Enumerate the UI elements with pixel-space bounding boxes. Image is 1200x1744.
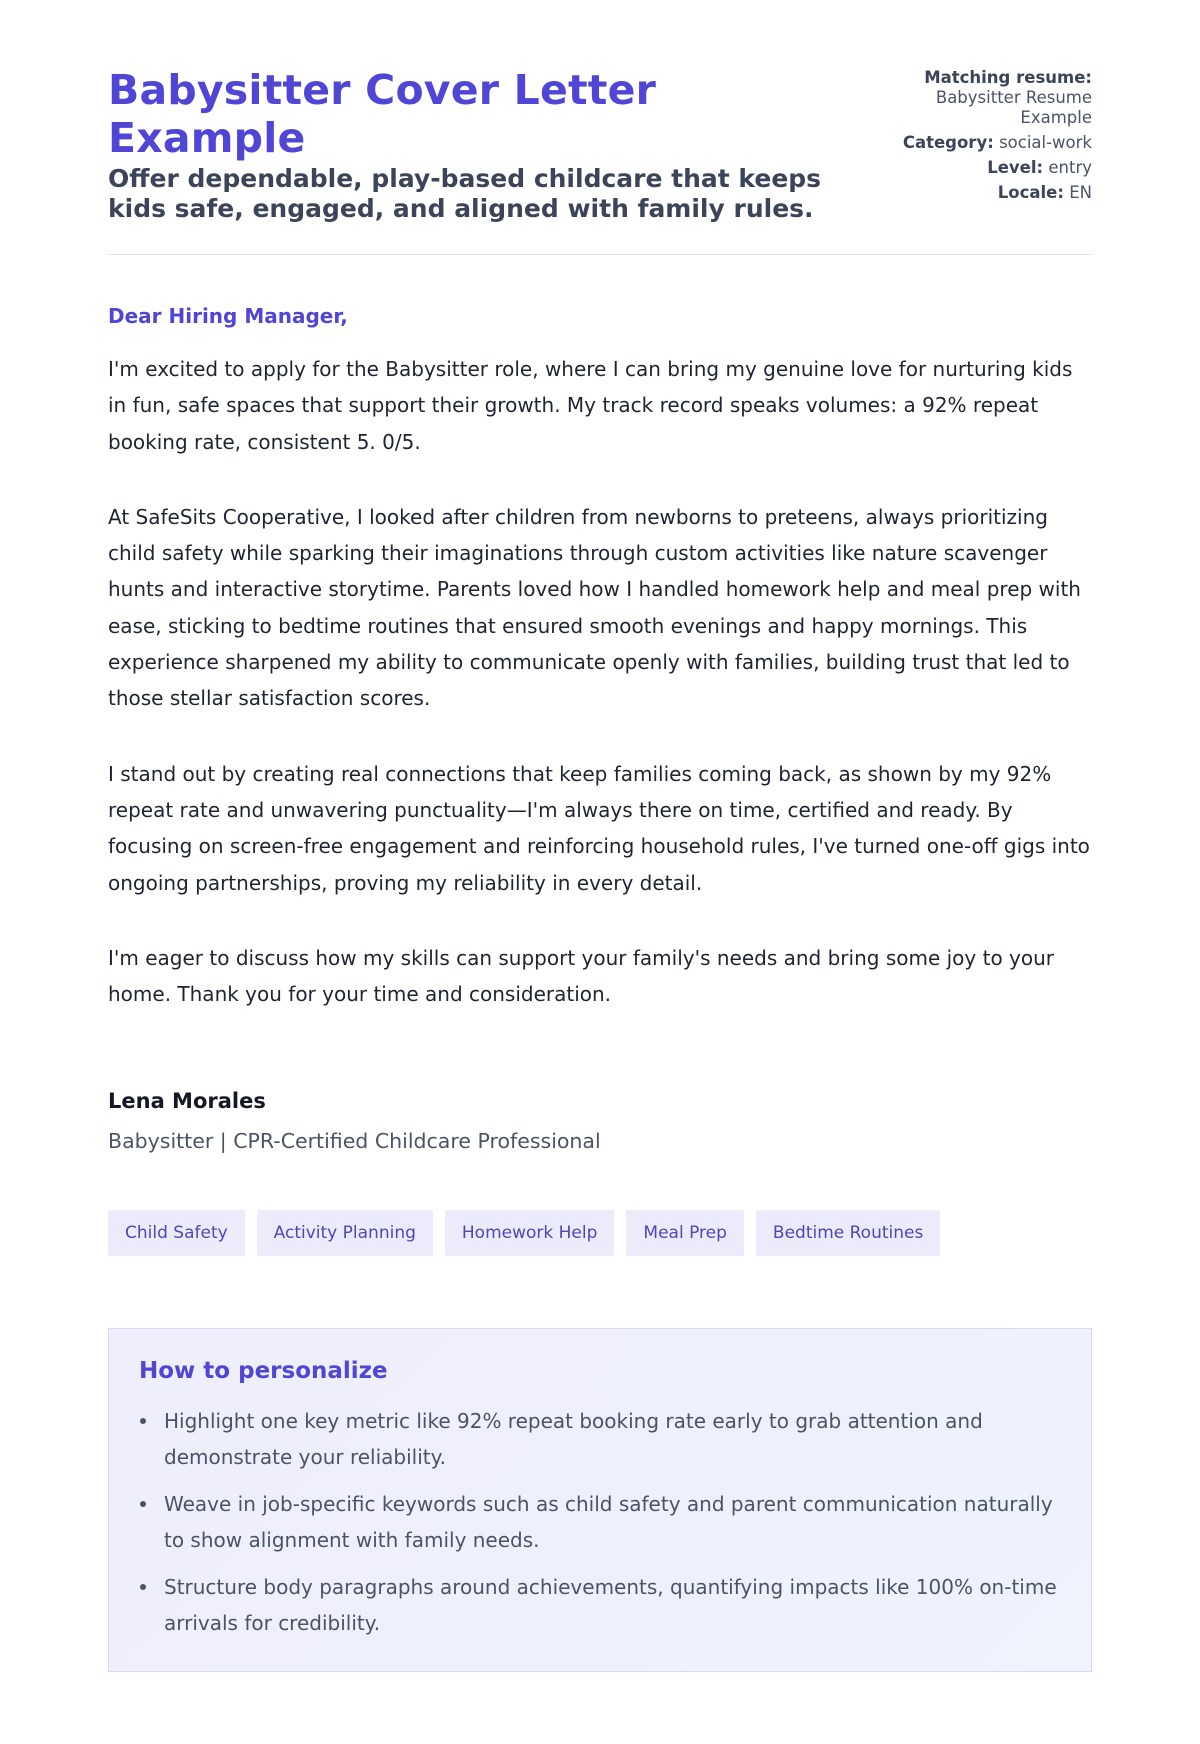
meta-info <box>882 66 1092 203</box>
matching-resume-label: Matching resume: <box>924 68 1092 87</box>
category-row <box>882 133 1092 153</box>
header-divider <box>108 254 1092 255</box>
skill-tag: Activity Planning <box>257 1210 433 1256</box>
tip-text: Highlight one key metric like 92% repeat booking rate early to grab attention and demonstrate your reliability. <box>164 1409 983 1470</box>
signer-name: Lena Morales <box>108 1089 266 1114</box>
tip-text: Weave in job-specific keywords such as child safety and parent communication naturally to show alignment with family needs. <box>164 1492 1053 1553</box>
letter-paragraph-4: I'm eager to discuss how my skills can support your family's needs and bring some joy to your home. Thank you for your time and consideration. <box>108 945 1055 1007</box>
locale-label: Locale: <box>997 183 1064 202</box>
level-row <box>882 158 1092 178</box>
matching-resume-link[interactable]: Babysitter Resume Example <box>935 88 1092 127</box>
page-title: Babysitter Cover Letter Example <box>108 66 656 162</box>
skill-tag: Child Safety <box>108 1210 245 1256</box>
category-value: social-work <box>999 133 1092 152</box>
tip-item <box>164 1486 1061 1558</box>
personalize-tips-box <box>108 1328 1092 1672</box>
category-label: Category: <box>902 133 994 152</box>
skill-tag: Meal Prep <box>626 1210 744 1256</box>
signer-title: Babysitter | CPR-Certified Childcare Professional <box>108 1129 601 1154</box>
letter-paragraph-1: I'm excited to apply for the Babysitter role, where I can bring my genuine love for nurturing kids in fun, safe spaces that support their growth. My track record speaks volumes: a 92% repeat booking rate, consistent 5. 0/5. <box>108 357 1073 454</box>
letter-paragraph-3: I stand out by creating real connections that keep families coming back, as shown by my 92% repeat rate and unwavering punctuality—I'm always there on time, certified and ready. By focusing on screen-free engagement and reinforcing household rules, I've turned one-off gigs into ongoing partnerships, proving my reliability in every detail. <box>108 761 1090 895</box>
tips-title: How to personalize <box>139 1358 388 1385</box>
tips-list <box>139 1403 1061 1641</box>
header-titles <box>108 66 848 224</box>
skill-tag: Homework Help <box>445 1210 615 1256</box>
bullet-icon <box>140 1501 146 1507</box>
page-subtitle: Offer dependable, play-based childcare that keeps kids safe, engaged, and aligned with family rules. <box>108 164 822 223</box>
bullet-icon <box>140 1584 146 1590</box>
letter-body <box>108 303 1092 1154</box>
locale-row <box>882 183 1092 203</box>
bullet-icon <box>140 1418 146 1424</box>
level-value: entry <box>1048 158 1092 177</box>
skill-tag: Bedtime Routines <box>756 1210 940 1256</box>
salutation: Dear Hiring Manager, <box>108 304 348 328</box>
header <box>108 66 1092 224</box>
locale-value: EN <box>1069 183 1092 202</box>
tip-text: Structure body paragraphs around achievements, quantifying impacts like 100% on-time arrivals for credibility. <box>164 1575 1057 1636</box>
tip-item <box>164 1403 1061 1475</box>
tip-item <box>164 1569 1061 1641</box>
level-label: Level: <box>987 158 1044 177</box>
skills-tags <box>108 1210 1092 1256</box>
letter-paragraph-2: At SafeSits Cooperative, I looked after children from newborns to preteens, always prioritizing child safety while sparking their imaginations through custom activities like nature scavenger hunts and interactive storytime. Parents loved how I handled homework help and meal prep with ease, sticking to bedtime routines that ensured smooth evenings and happy mornings. This experience sharpened my ability to communicate openly with families, building trust that led to those stellar satisfaction scores. <box>108 504 1081 711</box>
